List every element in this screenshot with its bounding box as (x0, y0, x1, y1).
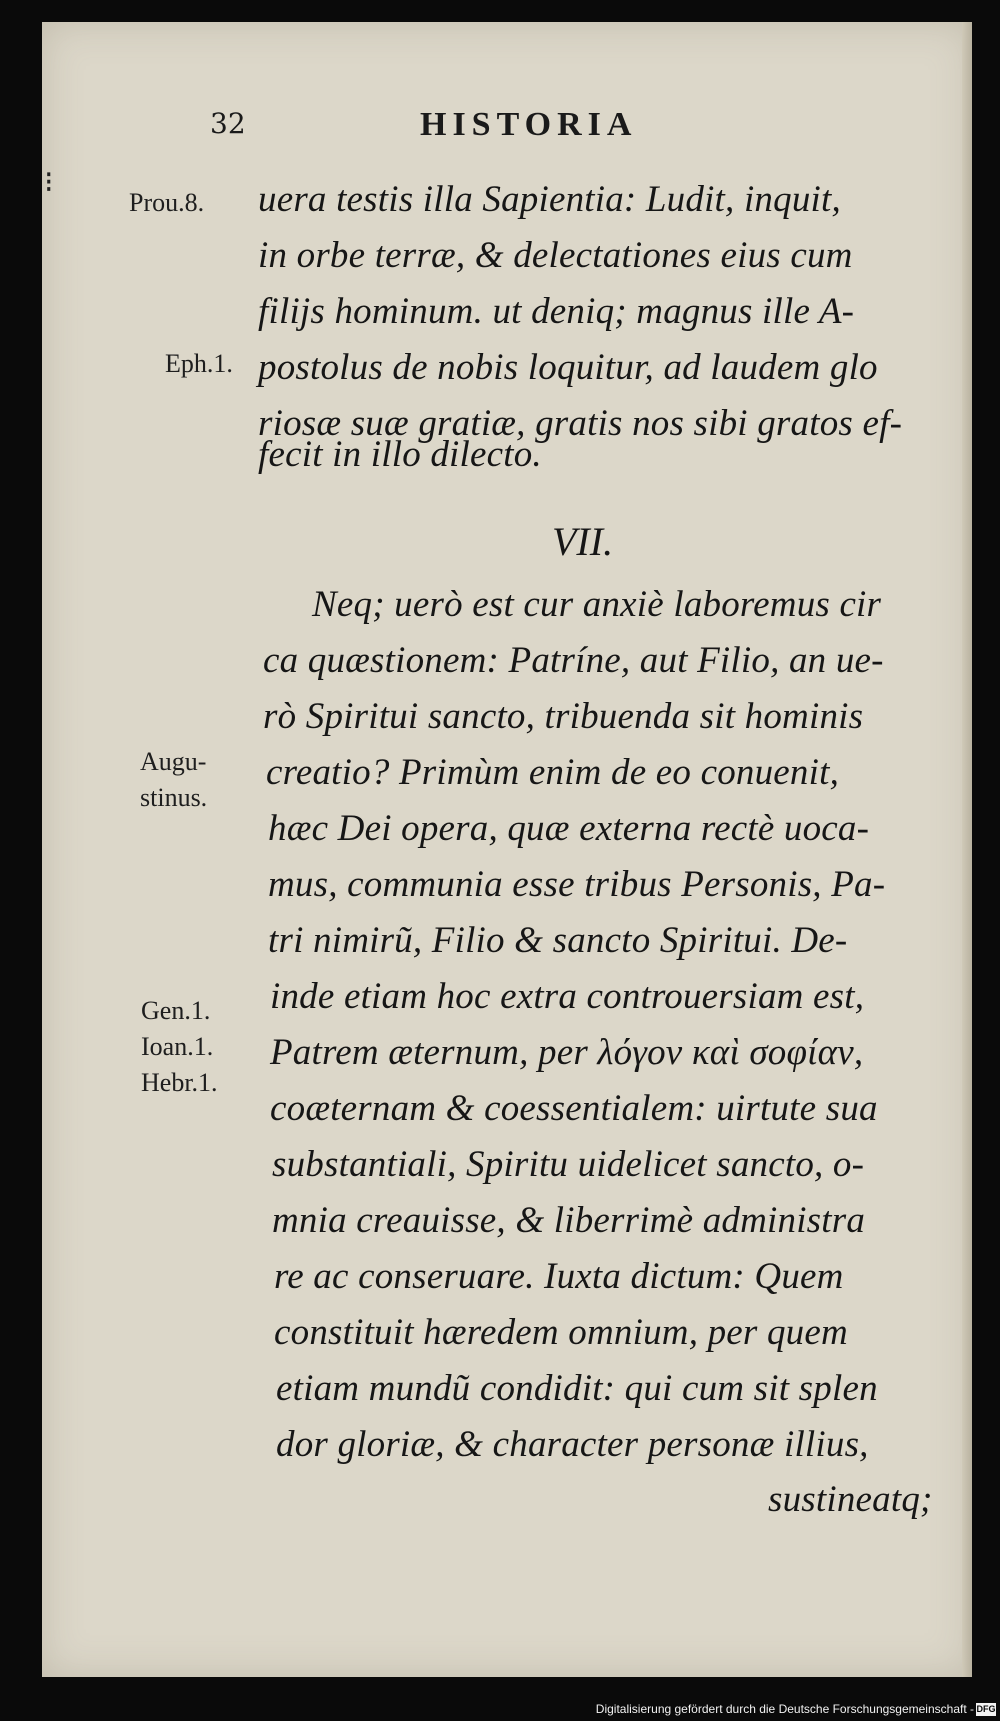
catchword: sustineatq; (768, 1479, 933, 1520)
text-line: etiam mundũ condidit: qui cum sit splen (276, 1368, 878, 1409)
text-line: uera testis illa Sapientia: Ludit, inquit, (258, 179, 841, 220)
footer-credit: Digitalisierung gefördert durch die Deutsche Forschungsgemeinschaft - (595, 1702, 974, 1716)
text-line: hæc Dei opera, quæ externa rectè uoca- (268, 808, 870, 849)
margin-note-augustinus-2: stinus. (140, 783, 208, 812)
margin-note-prou: Prou.8. (129, 188, 205, 217)
margin-note-eph: Eph.1. (165, 349, 233, 378)
running-head: HISTORIA (420, 106, 638, 143)
text-line: filijs hominum. ut deniq; magnus ille A- (258, 291, 855, 332)
text-line: Neq; uerò est cur anxiè laboremus cir (312, 584, 882, 625)
margin-mark: ⁝ (44, 166, 54, 199)
margin-note-ioan: Ioan.1. (141, 1032, 214, 1061)
text-line: in orbe terræ, & delectationes eius cum (258, 235, 853, 276)
text-line: creatio? Primùm enim de eo conuenit, (266, 752, 840, 793)
margin-note-gen: Gen.1. (141, 996, 211, 1025)
text-line: substantiali, Spiritu uidelicet sancto, o- (272, 1144, 865, 1185)
text-line: tri nimirũ, Filio & sancto Spiritui. De- (268, 920, 848, 961)
page-number: 32 (210, 107, 246, 140)
text-line: re ac conseruare. Iuxta dictum: Quem (274, 1256, 844, 1297)
page-edge (962, 22, 972, 1677)
footer-bar (0, 1700, 1000, 1721)
text-line: coæternam & coessentialem: uirtute sua (270, 1088, 878, 1129)
dfg-logo: DFG (976, 1704, 996, 1714)
text-line: inde etiam hoc extra controuersiam est, (270, 976, 865, 1017)
text-line: dor gloriæ, & character personæ illius, (276, 1424, 869, 1465)
text-line: mus, communia esse tribus Personis, Pa- (268, 864, 886, 905)
margin-note-augustinus-1: Augu- (140, 747, 207, 776)
text-line: ca quæstionem: Patríne, aut Filio, an ue- (263, 640, 884, 681)
text-line: riosæ suæ gratiæ, gratis nos sibi gratos ef- (258, 403, 903, 444)
section-number: VII. (552, 519, 614, 564)
text-line: mnia creauisse, & liberrimè administra (272, 1200, 866, 1241)
text-line: fecit in illo dilecto. (258, 434, 542, 475)
margin-note-hebr: Hebr.1. (141, 1068, 218, 1097)
text-line: constituit hæredem omnium, per quem (274, 1312, 848, 1353)
text-line: postolus de nobis loquitur, ad laudem glo (258, 347, 878, 388)
text-line: rò Spiritui sancto, tribuenda sit hominis (263, 696, 864, 737)
text-line: Patrem æternum, per λόγον καὶ σοφίαν, (270, 1032, 864, 1073)
